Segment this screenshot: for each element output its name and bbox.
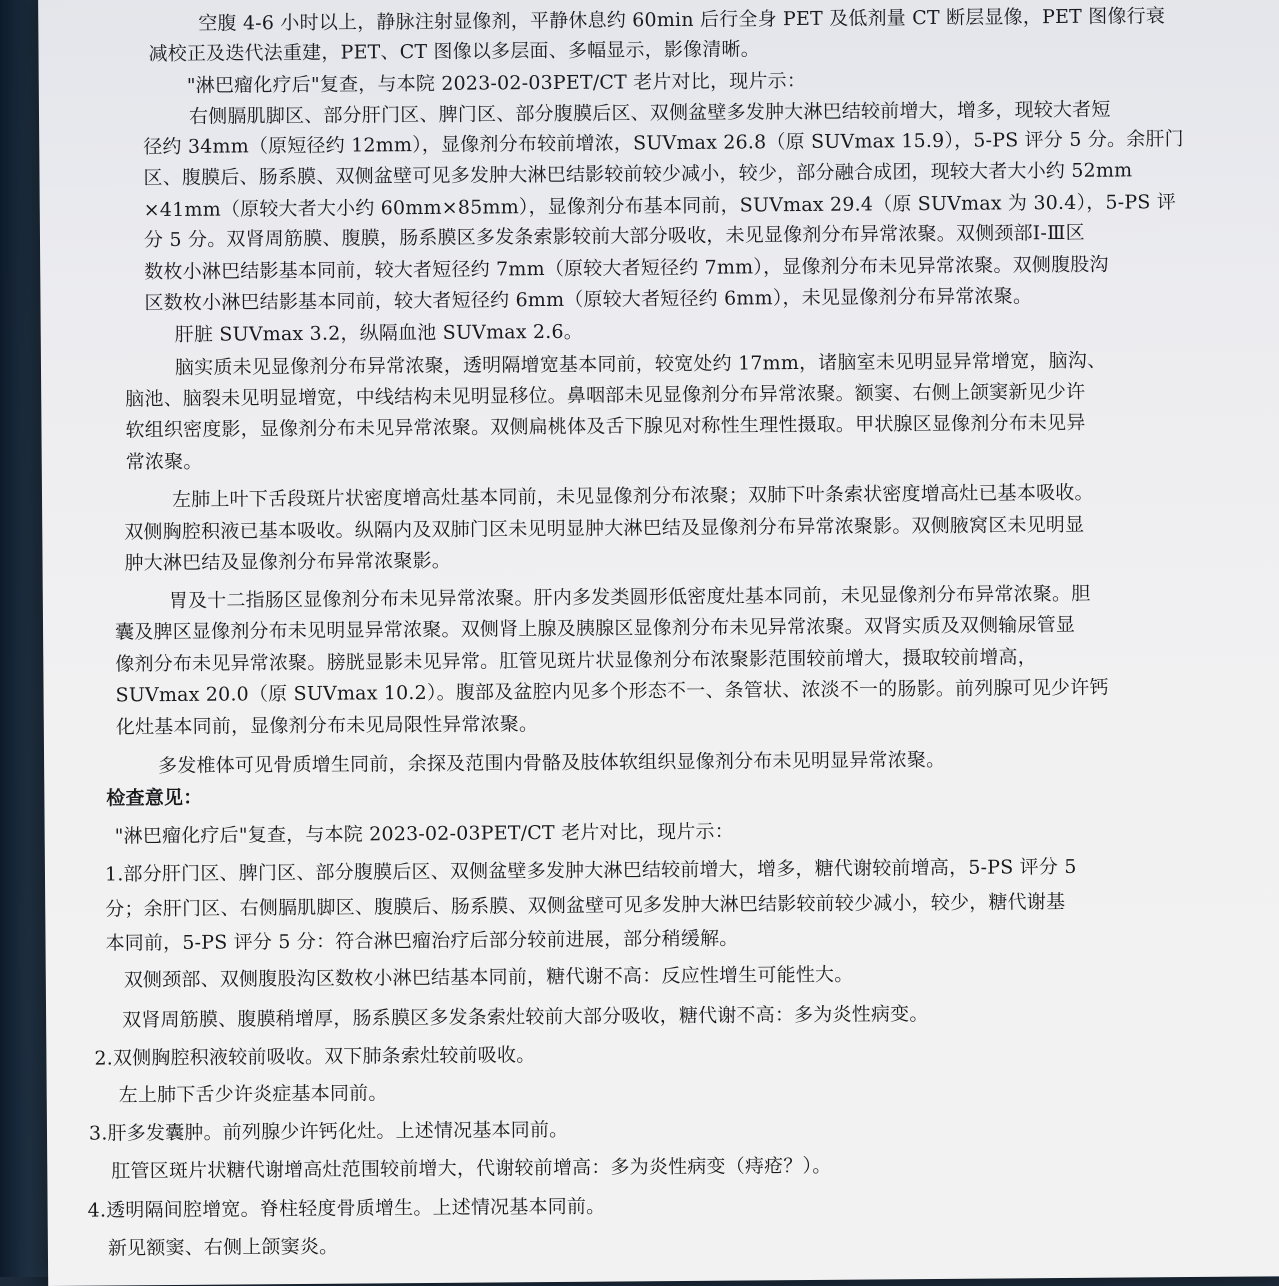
findings-line: 像剂分布未见异常浓聚。膀胱显影未见异常。肛管见斑片状显像剂分布浓聚影范围较前增大，摄取较前增高， <box>115 646 1037 676</box>
findings-line: 右侧膈肌脚区、部分肝门区、脾门区、部分腹膜后区、双侧盆壁多发肿大淋巴结较前增大，增多，现较大者短 <box>188 98 1111 128</box>
opinion-heading: 检查意见： <box>106 786 203 810</box>
findings-line: "淋巴瘤化疗后"复查，与本院 2023-02-03PET/CT 老片对比，现片示： <box>186 69 807 97</box>
findings-line: 化灶基本同前，显像剂分布未见局限性异常浓聚。 <box>115 713 539 739</box>
findings-line: 胃及十二指肠区显像剂分布未见异常浓聚。肝内多发类圆形低密度灶基本同前，未见显像剂分布异常浓聚。胆 <box>168 582 1091 612</box>
findings-line: 肿大淋巴结及显像剂分布异常浓聚影。 <box>124 549 452 575</box>
opinion-line: "淋巴瘤化疗后"复查，与本院 2023-02-03PET/CT 老片对比，现片示： <box>114 820 734 848</box>
opinion-line: 双肾周筋膜、腹膜稍增厚，肠系膜区多发条索灶较前大部分吸收，糖代谢不高：多为炎性病变。 <box>122 1003 929 1032</box>
findings-line: 空腹 4-6 小时以上，静脉注射显像剂，平静休息约 60min 后行全身 PET 及低剂量 CT 断层显像，PET 图像行衰 <box>198 5 1166 35</box>
findings-line: ×41mm（原较大者大小约 60mm×85mm），显像剂分布基本同前，SUVmax 29.4（原 SUVmax 为 30.4），5-PS 评 <box>143 191 1177 222</box>
findings-line: SUVmax 20.0（原 SUVmax 10.2）。腹部及盆腔内见多个形态不一、条管状、浓淡不一的肠影。前列腺可见少许钙 <box>115 676 1109 707</box>
opinion-line: 4.透明隔间腔增宽。脊柱轻度骨质增生。上述情况基本同前。 <box>87 1195 606 1222</box>
findings-line: 常浓聚。 <box>125 450 203 474</box>
findings-line: 区、腹膜后、肠系膜、双侧盆壁可见多发肿大淋巴结影较前较少减小，较少，部分融合成团，现较大者大小约 52mm <box>143 159 1133 190</box>
opinion-line: 肛管区斑片状糖代谢增高灶范围较前增大，代谢较前增高：多为炎性病变（痔疮？）。 <box>111 1154 832 1183</box>
opinion-line: 本同前，5-PS 评分 5 分：符合淋巴瘤治疗后部分较前进展，部分稍缓解。 <box>105 927 739 955</box>
report-page <box>38 0 1279 1286</box>
findings-line: 双侧胸腔积液已基本吸收。纵隔内及双肺门区未见明显肿大淋巴结及显像剂分布异常浓聚影。双侧腋窝区未见明显 <box>124 513 1085 544</box>
opinion-line: 分；余肝门区、右侧膈肌脚区、腹膜后、肠系膜、双侧盆壁可见多发肿大淋巴结影较前较少减小，较少，糖代谢基 <box>105 890 1066 921</box>
findings-line: 区数枚小淋巴结影基本同前，较大者短径约 6mm（原较大者短径约 6mm），未见显像剂分布异常浓聚。 <box>144 285 1033 315</box>
findings-heading-partial <box>156 0 252 3</box>
findings-line: 多发椎体可见骨质增生同前，余探及范围内骨骼及肢体软组织显像剂分布未见明显异常浓聚。 <box>158 748 946 778</box>
findings-line: 脑池、脑裂未见明显增宽，中线结构未见明显移位。鼻咽部未见显像剂分布异常浓聚。额窦、右侧上颌窦新见少许 <box>125 380 1086 411</box>
findings-line: 囊及脾区显像剂分布未见明显异常浓聚。双侧肾上腺及胰腺区显像剂分布未见异常浓聚。双肾实质及双侧输尿管显 <box>114 613 1076 644</box>
findings-line: 径约 34mm（原短径约 12mm），显像剂分布较前增浓，SUVmax 26.8（原 SUVmax 15.9），5-PS 评分 5 分。余肝门 <box>143 128 1184 159</box>
findings-line: 软组织密度影，显像剂分布未见异常浓聚。双侧扁桃体及舌下腺见对称性生理性摄取。甲状腺区显像剂分布未见异 <box>125 411 1086 442</box>
findings-line: 左肺上叶下舌段斑片状密度增高灶基本同前，未见显像剂分布浓聚；双肺下叶条索状密度增高灶已基本吸收。 <box>171 481 1094 511</box>
opinion-line: 1.部分肝门区、脾门区、部分腹膜后区、双侧盆壁多发肿大淋巴结较前增大，增多，糖代谢较前增高，5-PS 评分 5 <box>104 855 1077 886</box>
opinion-line: 2.双侧胸腔积液较前吸收。双下肺条索灶较前吸收。 <box>94 1044 536 1070</box>
findings-line: 脑实质未见显像剂分布异常浓聚，透明隔增宽基本同前，较宽处约 17mm，诸脑室未见明显异常增宽，脑沟、 <box>174 349 1107 379</box>
opinion-line: 双侧颈部、双侧腹股沟区数枚小淋巴结基本同前，糖代谢不高：反应性增生可能性大。 <box>123 963 854 992</box>
findings-line: 分 5 分。双肾周筋膜、腹膜，肠系膜区多发条索影较前大部分吸收，未见显像剂分布异常浓聚。双侧颈部Ⅰ-Ⅲ区 <box>143 221 1085 252</box>
opinion-line: 左上肺下舌少许炎症基本同前。 <box>118 1082 388 1107</box>
findings-line: 肝脏 SUVmax 3.2，纵隔血池 SUVmax 2.6。 <box>174 320 584 346</box>
opinion-line: 3.肝多发囊肿。前列腺少许钙化灶。上述情况基本同前。 <box>88 1118 569 1145</box>
findings-line: 数枚小淋巴结影基本同前，较大者短径约 7mm（原较大者短径约 7mm），显像剂分布未见异常浓聚。双侧腹股沟 <box>144 253 1109 284</box>
findings-line: 减校正及迭代法重建，PET、CT 图像以多层面、多幅显示，影像清晰。 <box>148 38 760 66</box>
opinion-line: 新见额窦、右侧上颌窦炎。 <box>107 1235 339 1260</box>
